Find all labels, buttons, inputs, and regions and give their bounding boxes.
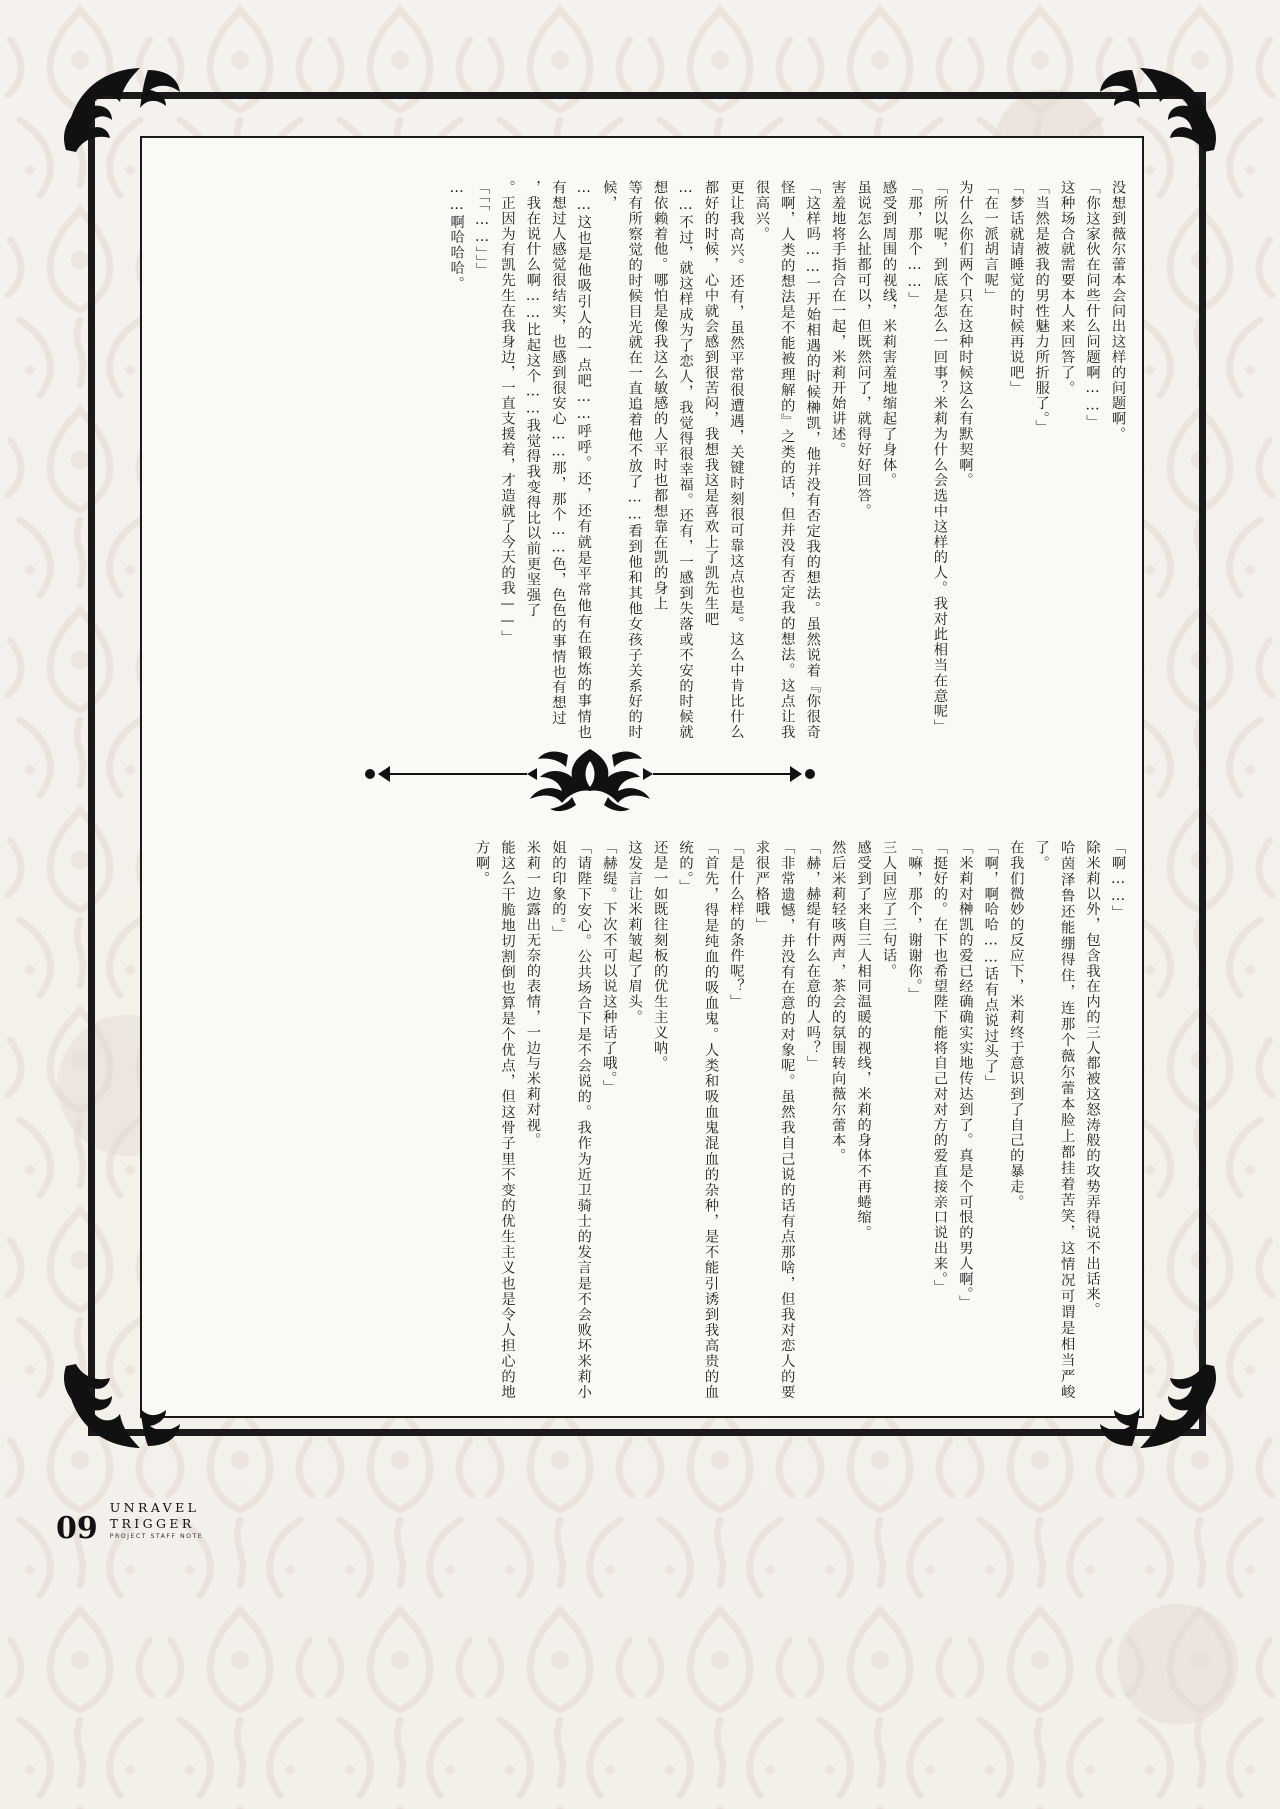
- page-footer: [56, 1500, 203, 1544]
- paragraph: 「请陛下安心。公共场合下是不会说的。我作为近卫骑士的发言是不会败坏米莉小姐的印象的。」: [550, 840, 592, 1400]
- paragraph: 为什么你们两个只在这种时候这么有默契啊。: [957, 180, 974, 488]
- paragraph: ，我在说什么啊……比起这个……我觉得我变得比以前更坚强了: [524, 180, 541, 618]
- corner-flourish-icon: [62, 64, 182, 154]
- paragraph: 「首先，得是纯血的吸血鬼。人类和吸血鬼混血的杂种，是不能引诱到我高贵的血统的。」: [677, 840, 719, 1400]
- paragraph: 「是什么样的条件呢？」: [728, 840, 745, 1010]
- paragraph: 能这么干脆地切割倒也算是个优点，但这骨子里不变的优生主义也是令人担心的地方啊。: [474, 840, 516, 1400]
- paragraph: 「挺好的。在下也希望陛下能将自己对对方的爱直接亲口说出来。」: [931, 840, 948, 1295]
- paragraph: 「你这家伙在问些什么问题啊……」: [1084, 180, 1101, 430]
- novel-text-top: [390, 180, 1130, 740]
- paragraph: 这发言让米莉皱起了眉头。: [626, 840, 643, 1025]
- novel-text-bottom: [430, 840, 1130, 1400]
- paragraph: 「非常遗憾，并没有在意的对象呢。虽然我自己说的话有点那啥，但我对恋人的要求很严格哦」: [753, 840, 796, 1400]
- paragraph: ……不过，就这样成为了恋人，我觉得很幸福。还有，一感到失落或不安的时候就想依赖着他。哪怕是像我这么敏感的人平时也都想靠在凯的身上: [652, 180, 694, 740]
- paragraph: 「在一派胡言呢」: [982, 180, 999, 304]
- paragraph: 除米莉以外，包含我在内的三人都被这怒涛般的攻势弄得说不出话来。: [1084, 840, 1101, 1318]
- paragraph: 。正因为有凯先生在我身边，一直支援着，才造就了今天的我——」: [499, 180, 516, 646]
- paragraph: 「梦话就请睡觉的时候再说吧」: [1008, 180, 1025, 396]
- paragraph: 「米莉对榊凯的爱已经确确实实地传达到了。真是个可恨的男人啊。」: [957, 840, 974, 1311]
- paragraph: 「赫，赫缇有什么在意的人吗？」: [804, 840, 821, 1071]
- paragraph: 没想到薇尔蕾本会问出这样的问题啊。: [1110, 180, 1126, 442]
- paragraph: 米莉一边露出无奈的表情，一边与米莉对视。: [524, 840, 541, 1148]
- footer-titles: [110, 1500, 203, 1544]
- footer-subtitle: PROJECT STAFF NOTE: [109, 1533, 204, 1541]
- paragraph: 「啊……」: [1110, 840, 1126, 921]
- paragraph: 「啊，啊哈哈……话有点说过头了」: [982, 840, 999, 1090]
- paragraph: 「所以呢，到底是怎么一回事？米莉为什么会选中这样的人。我对此相当在意呢」: [931, 180, 948, 735]
- paragraph: 「这样吗……一开始相遇的时候榊凯，他并没有否定我的想法。虽然说着『你很奇怪啊，人类的想法是不能被理解的』之类的话，但并没有否定我的想法。这点让我很高兴。: [753, 180, 821, 740]
- filigree-divider-icon: [330, 735, 850, 815]
- paragraph: ……啊哈哈哈。: [448, 180, 465, 292]
- page-number: 09: [56, 1510, 98, 1546]
- paragraph: 更让我高兴。还有，虽然平常很遭遇，关键时刻很可靠这点也是。这么中肯比什么都好的时候，心中就会感到很苦闷，我想我这是喜欢上了凯先生吧: [703, 180, 745, 740]
- paragraph: 「嘛，那个，谢谢你。」: [906, 840, 923, 1003]
- paragraph: 「当然是被我的男性魅力所折服了。」: [1033, 180, 1050, 435]
- paragraph: ……这也是他吸引人的一点吧……呼呼。还，还有就是平常他有在锻炼的事情也有想过人感觉很结实，也感到很安心……那，那个……色，色色的事情也有想过: [550, 180, 592, 740]
- paragraph: 「「「……」」」: [474, 180, 491, 278]
- paragraph: 「那，那个……」: [906, 180, 923, 307]
- paragraph: 感受到了来自三人相同温暖的视线，米莉的身体不再蜷缩。: [855, 840, 872, 1241]
- paragraph: 哈茵泽鲁还能绷得住，连那个薇尔蕾本脸上都挂着苦笑，这情况可谓是相当严峻了。: [1033, 840, 1076, 1400]
- paragraph: 三人回应了三句话。: [881, 840, 898, 979]
- paragraph: 感受到周围的视线，米莉害羞地缩起了身体。: [881, 180, 898, 488]
- paragraph: 还是一如既往刻板的优生主义呐。: [652, 840, 669, 1071]
- corner-flourish-icon: [62, 1362, 182, 1452]
- paragraph: 这种场合就需要本人来回答了。: [1059, 180, 1076, 396]
- paragraph: 然后米莉轻咳两声，茶会的氛围转向薇尔蕾本。: [830, 840, 847, 1164]
- corner-flourish-icon: [1098, 64, 1218, 154]
- footer-title-line1: UNRAVEL: [109, 1500, 200, 1515]
- footer-title-line2: TRIGGER: [109, 1515, 195, 1531]
- paragraph: 等有所察觉的时候目光就在一直追着他不放了……看到他和其他女孩子关系好的时候，: [601, 180, 643, 740]
- paragraph: 虽说怎么扯都可以，但既然问了，就得好好回答。: [855, 180, 872, 519]
- paragraph: 在我们微妙的反应下，米莉终于意识到了自己的暴走。: [1008, 840, 1025, 1210]
- paragraph: 害羞地将手指合在一起，米莉开始讲述。: [830, 180, 847, 458]
- paragraph: 「赫缇。下次不可以说这种话了哦。」: [601, 840, 618, 1095]
